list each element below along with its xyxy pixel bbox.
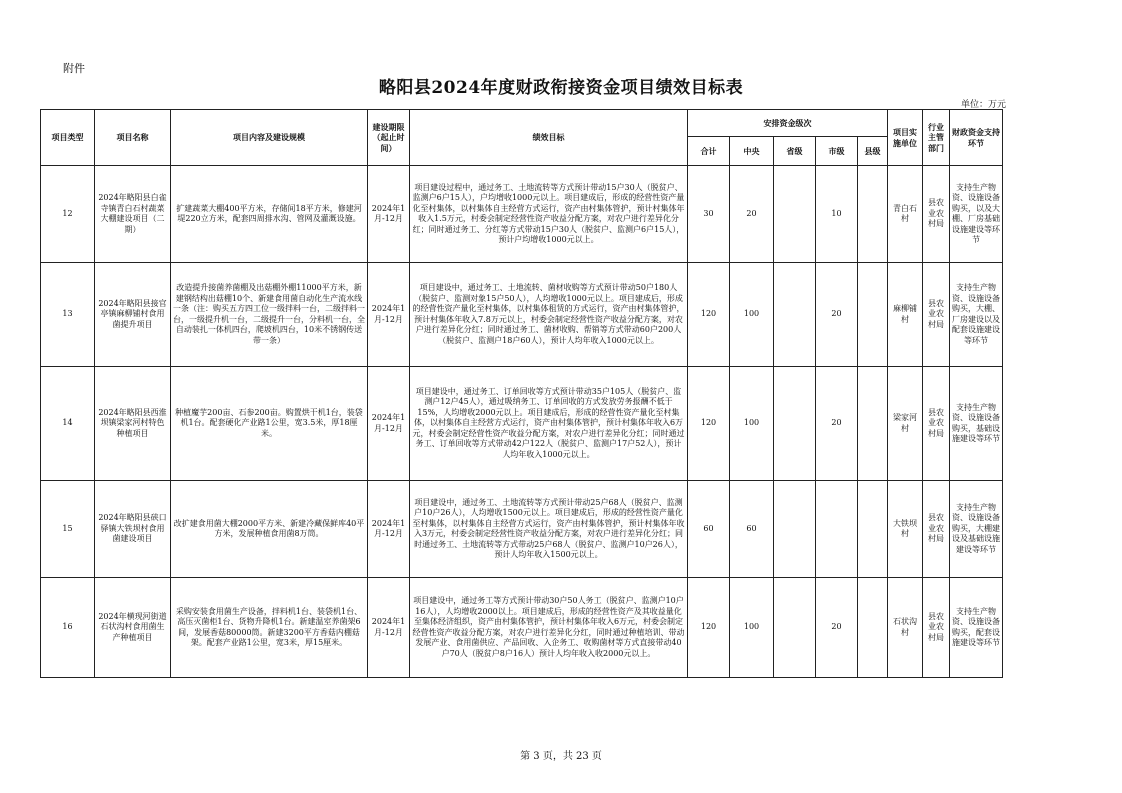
cell-central: 20 <box>730 166 774 263</box>
cell-city: 20 <box>816 263 858 367</box>
cell-county <box>858 481 888 578</box>
table-row <box>41 166 1003 263</box>
cell-dept: 县农业农村局 <box>923 166 950 263</box>
cell-province <box>774 481 816 578</box>
cell-content: 采购安装食用菌生产设备，拌料机1台、装袋机1台、高压灭菌柜1台、货物升降机1台。新建温室养菌架6间，发展香菇80000筒。新建3200平方香菇内棚菇架。配套产业路1公里，宽3米，厚15厘米。 <box>171 578 368 678</box>
cell-dept: 县农业农村局 <box>923 263 950 367</box>
cell-support: 支持生产物资、设施设备购买，以及大棚、厂房基础设施建设等环节 <box>950 166 1003 263</box>
cell-central: 100 <box>730 263 774 367</box>
cell-county <box>858 578 888 678</box>
cell-period: 2024年1月-12月 <box>368 481 410 578</box>
cell-implementer: 梁家河村 <box>888 367 923 481</box>
unit-label: 单位：万元 <box>960 100 1006 110</box>
cell-county <box>858 367 888 481</box>
cell-name: 2024年横现河街道石状沟村食用菌生产种植项目 <box>95 578 171 678</box>
cell-type: 12 <box>41 166 95 263</box>
cell-total: 30 <box>688 166 730 263</box>
cell-name: 2024年略阳县白雀寺镇青白石村蔬菜大棚建设项目（二期） <box>95 166 171 263</box>
cell-period: 2024年1月-12月 <box>368 263 410 367</box>
cell-support: 支持生产物资、设施设备购买，大棚、厂房建设以及配套设施建设等环节 <box>950 263 1003 367</box>
cell-dept: 县农业农村局 <box>923 578 950 678</box>
page-number: 第 3 页，共 23 页 <box>520 751 602 762</box>
cell-province <box>774 263 816 367</box>
cell-support: 支持生产物资、设施设备购买，配套设施建设等环节 <box>950 578 1003 678</box>
cell-dept: 县农业农村局 <box>923 367 950 481</box>
cell-central: 100 <box>730 367 774 481</box>
cell-period: 2024年1月-12月 <box>368 367 410 481</box>
cell-period: 2024年1月-12月 <box>368 166 410 263</box>
cell-period: 2024年1月-12月 <box>368 578 410 678</box>
cell-name: 2024年略阳县硖口驿镇大铁坝村食用菌建设项目 <box>95 481 171 578</box>
header-performance: 绩效目标 <box>410 110 688 166</box>
cell-type: 14 <box>41 367 95 481</box>
cell-central: 100 <box>730 578 774 678</box>
cell-city: 10 <box>816 166 858 263</box>
header-city: 市级 <box>816 137 858 166</box>
cell-implementer: 麻柳铺村 <box>888 263 923 367</box>
cell-city: 20 <box>816 578 858 678</box>
header-name: 项目名称 <box>95 110 171 166</box>
cell-city <box>816 481 858 578</box>
cell-city: 20 <box>816 367 858 481</box>
header-content: 项目内容及建设规模 <box>171 110 368 166</box>
cell-support: 支持生产物资、设施设备购买，基础设施建设等环节 <box>950 367 1003 481</box>
cell-content: 扩建蔬菜大棚400平方米，存储间18平方米，修建河堤220立方米，配套四周排水沟、管网及灌溉设施。 <box>171 166 368 263</box>
performance-table <box>40 109 1003 678</box>
header-support: 财政资金支持环节 <box>950 110 1003 166</box>
header-funds: 安排资金级次 <box>688 110 888 137</box>
cell-total: 120 <box>688 263 730 367</box>
cell-implementer: 大铁坝村 <box>888 481 923 578</box>
cell-type: 13 <box>41 263 95 367</box>
cell-performance: 项目建设中，通过务工、土地流转、菌材收购等方式预计带动50户180人（脱贫户、监测对象15户50人），人均增收1000元以上。项目建成后，形成的经营性资产量化至村集体，以村集体租赁的方式运行，资产由村集体管护，预计村集体年收入7.8万元以上，村委会制定经营性资产收益分配方案，对农户进行差异化分红；同时通过务工、菌材收购、帮销等方式带动60户200人（脱贫户、监测户18户60人），预计人均年收入1000元以上。 <box>410 263 688 367</box>
cell-total: 60 <box>688 481 730 578</box>
cell-county <box>858 166 888 263</box>
cell-implementer: 石状沟村 <box>888 578 923 678</box>
cell-name: 2024年略阳县接官亭镇麻柳铺村食用菌提升项目 <box>95 263 171 367</box>
cell-province <box>774 166 816 263</box>
cell-province <box>774 367 816 481</box>
table-row <box>41 481 1003 578</box>
header-county: 县级 <box>858 137 888 166</box>
cell-content: 改造提升接菌养菌棚及出菇棚外棚11000平方米，新建钢结构出菇棚10个、新建食用菌自动化生产流水线一条（注：购买五方四工位一级拌料一台，二级拌料一台，一级提升机一台，二级提升一台，分料机一台，全自动装扎一体机四台，爬坡机四台，10米不锈钢传送带一条） <box>171 263 368 367</box>
cell-type: 15 <box>41 481 95 578</box>
cell-dept: 县农业农村局 <box>923 481 950 578</box>
cell-performance: 项目建设中，通过务工、订单回收等方式预计带动35户105人（脱贫户、监测户12户45人），通过吸纳务工、订单回收的方式发放劳务报酬不低于15%，人均增收2000元以上。项目建成后，形成的经营性资产量化至村集体，以村集体自主经营方式运行，资产由村集体管护，预计村集体年收入6万元，村委会制定经营性资产收益分配方案，对农户进行差异化分红；同时通过务工、订单回收等方式带动42户122人（脱贫户、监测户17户52人），预计人均年收入1000元以上。 <box>410 367 688 481</box>
cell-total: 120 <box>688 367 730 481</box>
cell-support: 支持生产物资、设施设备购买，大棚建设及基础设施建设等环节 <box>950 481 1003 578</box>
cell-performance: 项目建设中，通过务工等方式预计带动30户50人务工（脱贫户、监测户10户16人），人均增收2000以上。项目建成后，形成的经营性资产及其收益量化至集体经济组织，资产由村集体管护，预计村集体年收入6万元，村委会制定经营性资产收益分配方案，对农户进行差异化分红，同时通过种植培训、带动发展产业、食用菌供应、产品回收、入企务工、收购菌材等方式直接带动40户70人（脱贫户8户16人）预计人均年收入收2000元以上。 <box>410 578 688 678</box>
header-type: 项目类型 <box>41 110 95 166</box>
header-province: 省级 <box>774 137 816 166</box>
cell-content: 改扩建食用菌大棚2000平方米、新建冷藏保鲜库40平方米，发展种植食用菌8万筒。 <box>171 481 368 578</box>
cell-county <box>858 263 888 367</box>
page-title: 略阳县2024年度财政衔接资金项目绩效目标表 <box>378 78 744 98</box>
cell-implementer: 青白石村 <box>888 166 923 263</box>
table-row <box>41 578 1003 678</box>
header-central: 中央 <box>730 137 774 166</box>
header-dept: 行业主管部门 <box>923 110 950 166</box>
header-implementer: 项目实施单位 <box>888 110 923 166</box>
cell-performance: 项目建设中，通过务工、土地流转等方式预计带动25户68人（脱贫户、监测户10户26人），人均增收1500元以上。项目建成后，形成的经营性资产量化至村集体，以村集体自主经营方式运行，资产由村集体管护，预计村集体年收入3万元，村委会制定经营性资产收益分配方案，对农户进行差异化分红；同时通过务工、土地流转等方式带动25户68人（脱贫户、监测户10户26人），预计人均年收入1500元以上。 <box>410 481 688 578</box>
attachment-label: 附件 <box>63 62 85 75</box>
table-row <box>41 263 1003 367</box>
cell-total: 120 <box>688 578 730 678</box>
cell-province <box>774 578 816 678</box>
cell-central: 60 <box>730 481 774 578</box>
cell-content: 种植魔芋200亩、石参200亩。购置烘干机1台，装袋机1台。配套硬化产业路1公里，宽3.5米，厚18厘米。 <box>171 367 368 481</box>
cell-performance: 项目建设过程中，通过务工、土地流转等方式预计带动15户30人（脱贫户、监测户6户15人），户均增收1000元以上。项目建成后，形成的经营性资产量化至村集体，以村集体自主经营方式运行，资产由村集体管护，预计村集体年收入1.5万元，村委会制定经营性资产收益分配方案，对农户进行差异化分红；同时通过务工、分红等方式带动15户30人（脱贫户、监测户6户15人），预计户均增收1000元以上。 <box>410 166 688 263</box>
header-total: 合计 <box>688 137 730 166</box>
table-row <box>41 367 1003 481</box>
cell-name: 2024年略阳县西淮坝镇梁家河村特色种植项目 <box>95 367 171 481</box>
cell-type: 16 <box>41 578 95 678</box>
header-period: 建设期限（起止时间） <box>368 110 410 166</box>
